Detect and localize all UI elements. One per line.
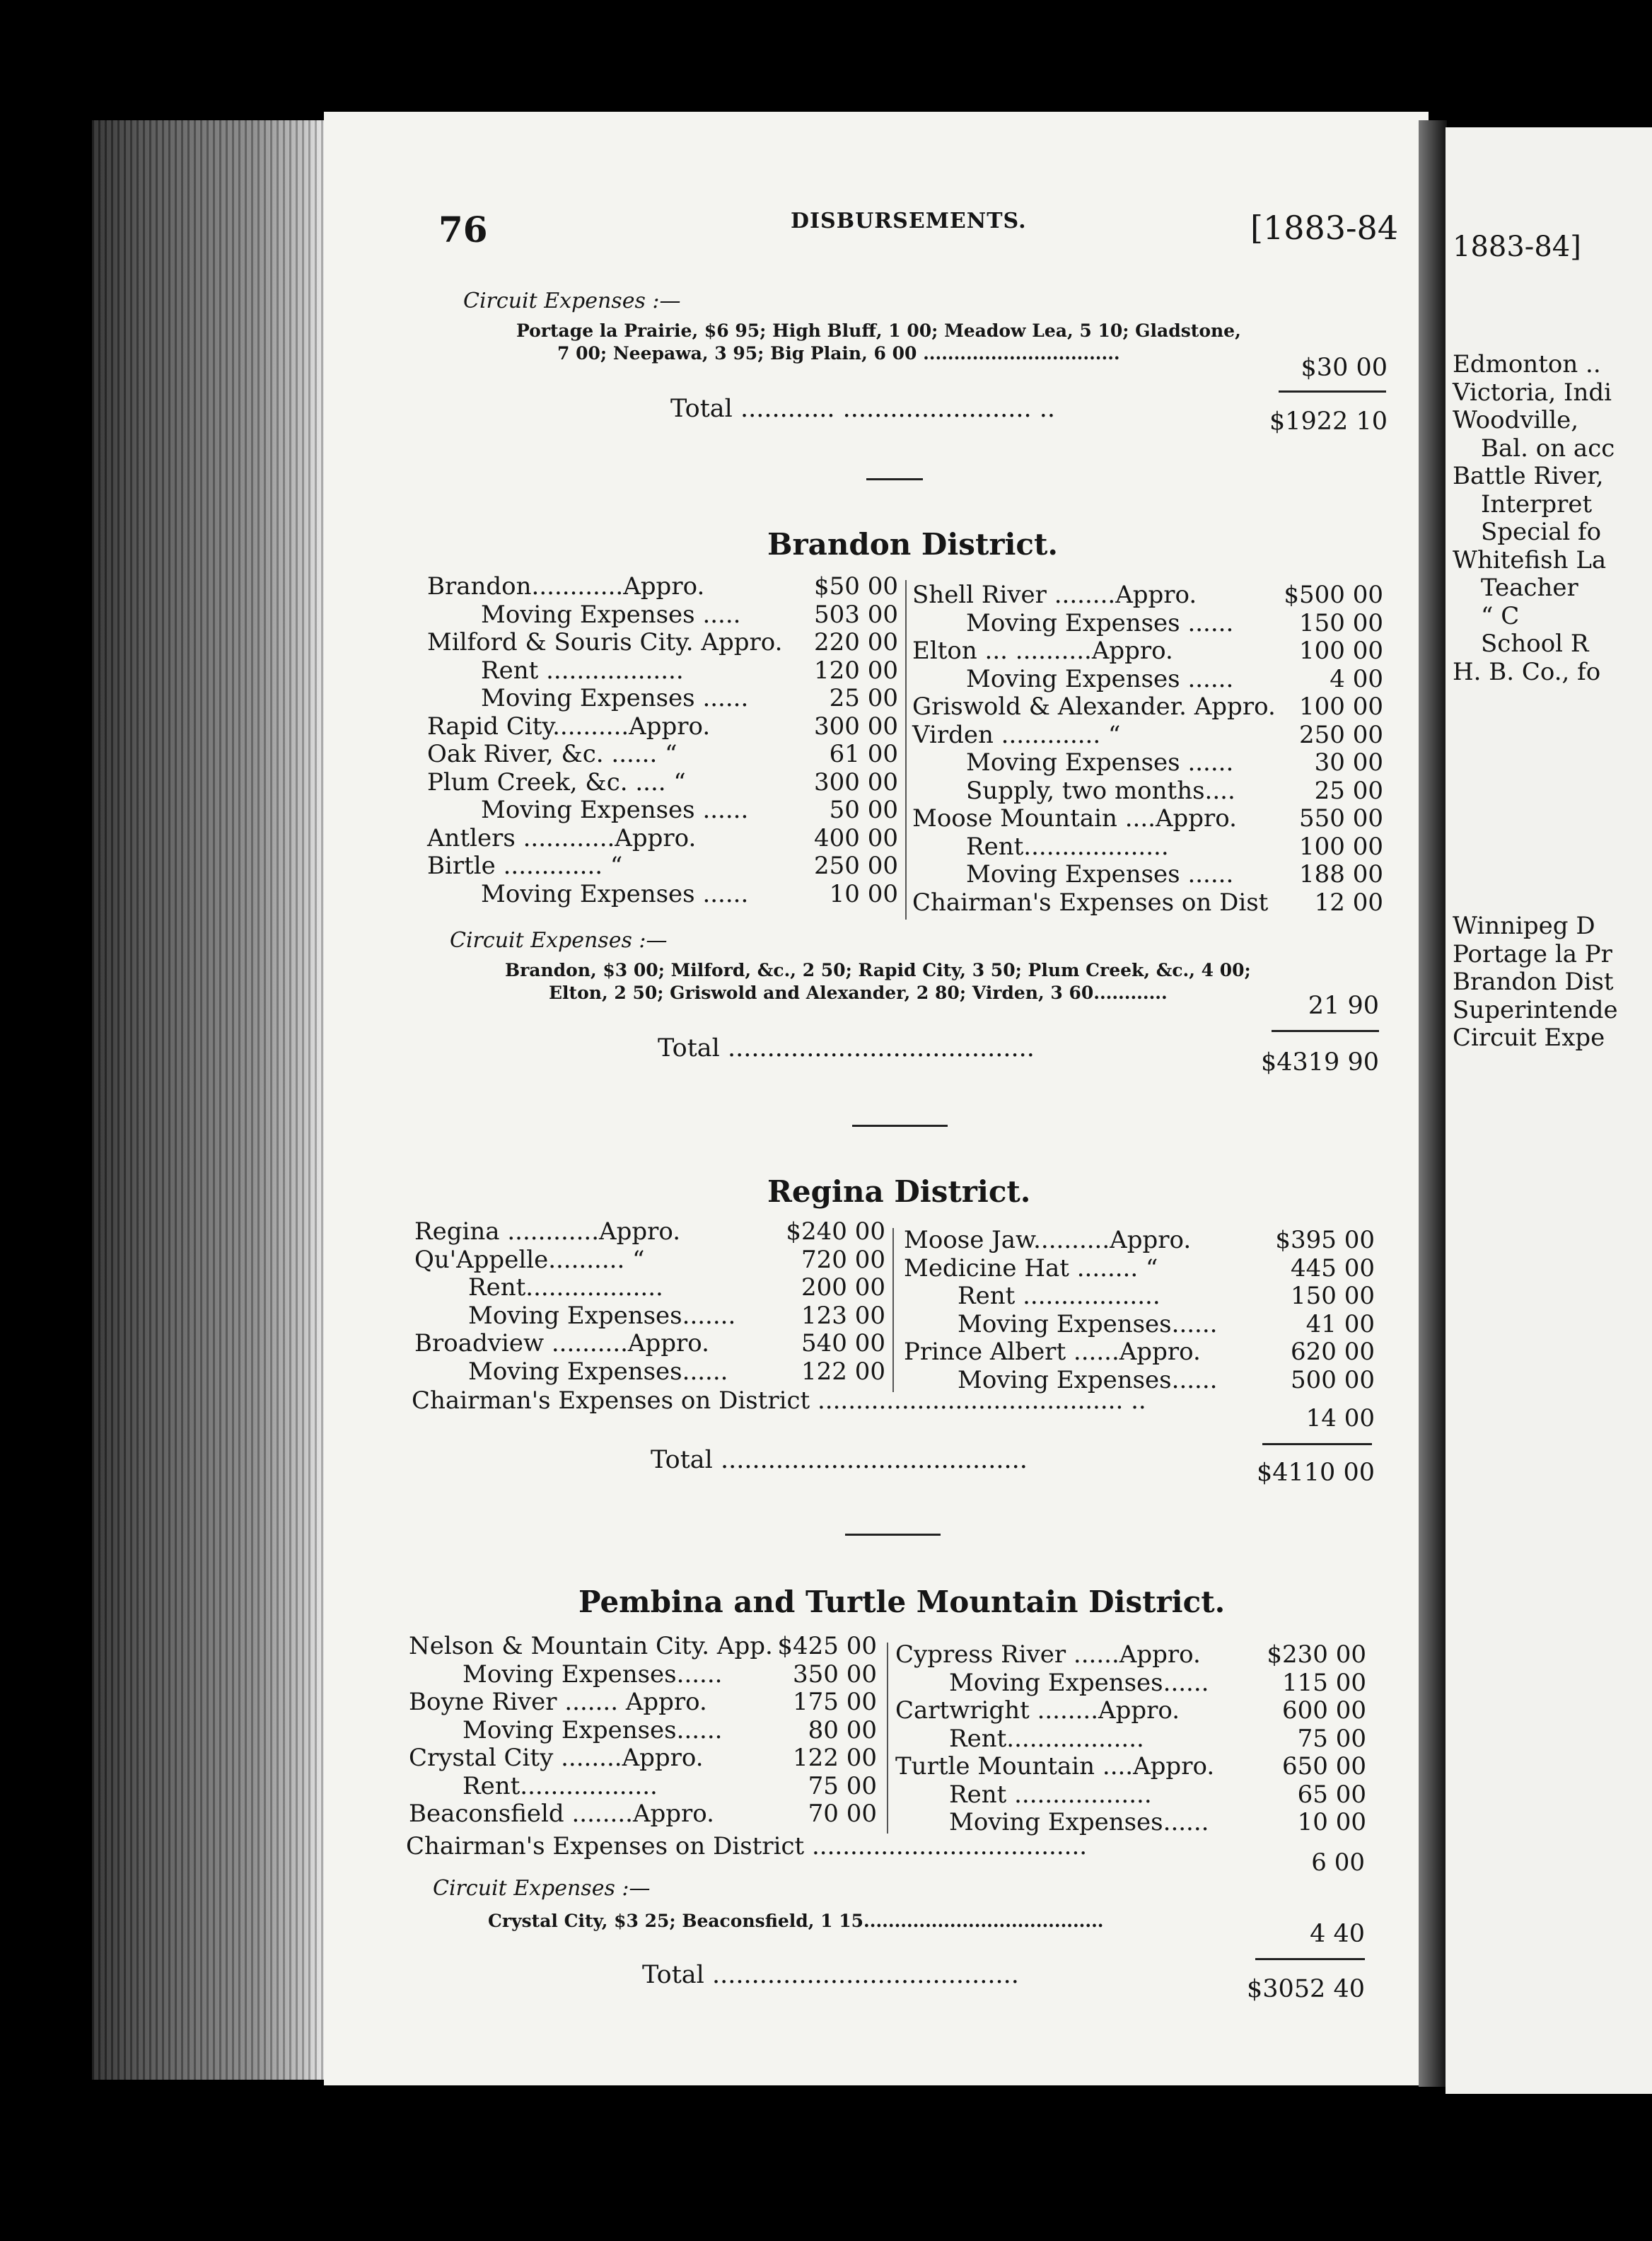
section-divider bbox=[866, 478, 923, 480]
circuit-expenses-amount: $30 00 bbox=[1301, 354, 1388, 382]
regina-left-entry-amount: $240 00 bbox=[786, 1217, 885, 1246]
section-divider bbox=[845, 1534, 941, 1536]
brandon-left-entry-label: Rapid City..........Appro. bbox=[427, 712, 711, 741]
brandon-circuit-label: Circuit Expenses :— bbox=[450, 928, 668, 953]
regina-left-entry-label: Rent.................. bbox=[468, 1273, 663, 1302]
brandon-right-entry-amount: 100 00 bbox=[1299, 637, 1383, 665]
brandon-right-entry-amount: 25 00 bbox=[1314, 776, 1383, 805]
regina-left-entry-amount: 122 00 bbox=[801, 1357, 885, 1386]
regina-right-entry-amount: $395 00 bbox=[1275, 1226, 1375, 1254]
brandon-right-entry-label: Shell River ........Appro. bbox=[912, 581, 1197, 609]
facing-page-year: 1883-84] bbox=[1453, 231, 1581, 263]
pembina-right-entry-amount: 115 00 bbox=[1282, 1668, 1366, 1697]
facing-page-line: Interpret bbox=[1481, 490, 1593, 519]
brandon-right-entry-label: Moving Expenses ...... bbox=[966, 748, 1234, 777]
brandon-right-entry-amount: 4 00 bbox=[1330, 664, 1383, 693]
brandon-left-entry-amount: $50 00 bbox=[814, 572, 898, 601]
brandon-left-entry-label: Brandon............Appro. bbox=[427, 572, 705, 601]
regina-total-label: Total ....................................... bbox=[651, 1446, 1028, 1474]
brandon-total-label: Total ....................................... bbox=[658, 1034, 1035, 1062]
brandon-right-entry-amount: 12 00 bbox=[1314, 888, 1383, 917]
brandon-left-entry-label: Oak River, &c. ...... “ bbox=[427, 740, 677, 768]
regina-left-entry-amount: 540 00 bbox=[801, 1329, 885, 1357]
regina-right-entry-label: Moving Expenses...... bbox=[958, 1365, 1218, 1394]
brandon-right-entry-amount: $500 00 bbox=[1284, 581, 1383, 609]
facing-page-line: School R bbox=[1481, 630, 1589, 658]
circuit-expenses-line-1: Portage la Prairie, $6 95; High Bluff, 1 00; Meadow Lea, 5 10; Gladstone, bbox=[516, 320, 1241, 341]
pembina-left-entry-label: Moving Expenses...... bbox=[463, 1660, 723, 1689]
brandon-left-entry-amount: 250 00 bbox=[814, 852, 898, 880]
facing-page-line: Circuit Expe bbox=[1453, 1024, 1605, 1052]
brandon-left-entry-amount: 400 00 bbox=[814, 823, 898, 852]
page-year: [1883-84 bbox=[1250, 209, 1399, 247]
top-total-amount: $1922 10 bbox=[1269, 407, 1388, 436]
brandon-right-entry-label: Moving Expenses ...... bbox=[966, 608, 1234, 637]
brandon-right-entry-label: Moving Expenses ...... bbox=[966, 860, 1234, 888]
brandon-left-entry-amount: 50 00 bbox=[829, 796, 898, 824]
brandon-left-entry-amount: 120 00 bbox=[814, 656, 898, 685]
pembina-right-entry-label: Moving Expenses...... bbox=[949, 1808, 1209, 1836]
page-number: 76 bbox=[438, 209, 488, 250]
regina-right-entry-label: Rent .................. bbox=[958, 1282, 1161, 1310]
pembina-right-labels bbox=[895, 1641, 1249, 1837]
brandon-left-entry-amount: 61 00 bbox=[829, 740, 898, 768]
brandon-right-amounts bbox=[1266, 581, 1383, 917]
pembina-left-entry-label: Crystal City ........Appro. bbox=[409, 1744, 704, 1772]
page-title: DISBURSEMENTS. bbox=[791, 209, 1027, 233]
circuit-expenses-line-2: 7 00; Neepawa, 3 95; Big Plain, 6 00 ................................ bbox=[557, 343, 1120, 364]
brandon-right-entry-amount: 250 00 bbox=[1299, 720, 1383, 749]
brandon-circuit-line-1: Brandon, $3 00; Milford, &c., 2 50; Rapid City, 3 50; Plum Creek, &c., 4 00; bbox=[505, 960, 1251, 980]
pembina-total-label: Total ....................................... bbox=[642, 1961, 1019, 1989]
facing-page-line: “ C bbox=[1481, 601, 1520, 630]
brandon-right-entry-label: Chairman's Expenses on Dist bbox=[912, 888, 1269, 917]
regina-left-entry-label: Qu'Appelle.......... “ bbox=[414, 1245, 645, 1274]
pembina-right-entry-amount: 650 00 bbox=[1282, 1752, 1366, 1780]
facing-page-line: Superintende bbox=[1453, 995, 1618, 1024]
sum-rule bbox=[1255, 1958, 1365, 1960]
brandon-left-amounts bbox=[778, 573, 898, 908]
facing-page-line: Teacher bbox=[1481, 574, 1578, 602]
pembina-district-heading: Pembina and Turtle Mountain District. bbox=[578, 1585, 1226, 1619]
pembina-right-entry-amount: 10 00 bbox=[1297, 1808, 1366, 1836]
pembina-left-labels bbox=[409, 1633, 784, 1829]
pembina-right-entry-label: Cartwright ........Appro. bbox=[895, 1696, 1180, 1725]
pembina-left-amounts bbox=[764, 1633, 877, 1829]
regina-right-entry-amount: 41 00 bbox=[1305, 1309, 1375, 1338]
column-divider bbox=[905, 580, 907, 920]
pembina-chairman-label: Chairman's Expenses on District .................................... bbox=[406, 1832, 1088, 1860]
brandon-left-entry-amount: 300 00 bbox=[814, 768, 898, 797]
regina-right-entry-amount: 500 00 bbox=[1291, 1365, 1375, 1394]
brandon-circuit-line-2: Elton, 2 50; Griswold and Alexander, 2 80; Virden, 3 60............ bbox=[549, 983, 1168, 1003]
brandon-left-entry-label: Moving Expenses ...... bbox=[481, 684, 749, 712]
brandon-left-entry-amount: 300 00 bbox=[814, 712, 898, 741]
column-divider bbox=[892, 1228, 894, 1392]
regina-chairman-label: Chairman's Expenses on District ........................................ .. bbox=[412, 1386, 1146, 1415]
pembina-chairman-amount: 6 00 bbox=[1311, 1848, 1365, 1877]
facing-page-line: Edmonton .. bbox=[1453, 350, 1601, 378]
regina-right-entry-amount: 150 00 bbox=[1291, 1282, 1375, 1310]
regina-right-labels bbox=[904, 1227, 1257, 1394]
pembina-left-entry-amount: $425 00 bbox=[777, 1632, 877, 1660]
brandon-right-labels bbox=[912, 581, 1276, 917]
brandon-left-entry-label: Moving Expenses ...... bbox=[481, 879, 749, 908]
brandon-left-entry-label: Rent .................. bbox=[481, 656, 684, 685]
regina-right-entry-label: Prince Albert ......Appro. bbox=[904, 1338, 1201, 1366]
regina-chairman-amount: 14 00 bbox=[1305, 1404, 1375, 1432]
regina-right-entry-amount: 445 00 bbox=[1291, 1253, 1375, 1282]
pembina-left-entry-amount: 122 00 bbox=[793, 1744, 877, 1772]
brandon-right-entry-label: Moose Mountain ....Appro. bbox=[912, 804, 1237, 833]
brandon-circuit-amount: 21 90 bbox=[1308, 992, 1379, 1020]
pembina-right-entry-label: Turtle Mountain ....Appro. bbox=[895, 1752, 1215, 1780]
pembina-circuit-label: Circuit Expenses :— bbox=[433, 1876, 651, 1901]
facing-page-list-b bbox=[1453, 913, 1618, 1053]
pembina-left-entry-amount: 350 00 bbox=[793, 1660, 877, 1689]
brandon-left-entry-label: Milford & Souris City. Appro. bbox=[427, 628, 783, 656]
pembina-left-entry-label: Moving Expenses...... bbox=[463, 1715, 723, 1744]
facing-page-line: Victoria, Indi bbox=[1453, 378, 1612, 407]
regina-left-entry-label: Broadview ..........Appro. bbox=[414, 1329, 709, 1357]
facing-page-line: Winnipeg D bbox=[1453, 912, 1595, 940]
regina-left-entry-amount: 123 00 bbox=[801, 1301, 885, 1330]
section-divider bbox=[852, 1125, 948, 1127]
pembina-right-amounts bbox=[1242, 1641, 1366, 1837]
brandon-right-entry-label: Virden ............. “ bbox=[912, 720, 1121, 749]
pembina-right-entry-label: Cypress River ......Appro. bbox=[895, 1640, 1201, 1669]
book-gutter bbox=[1419, 120, 1447, 2087]
pembina-left-entry-amount: 80 00 bbox=[808, 1715, 877, 1744]
right-page bbox=[1446, 127, 1652, 2094]
brandon-right-entry-amount: 150 00 bbox=[1299, 608, 1383, 637]
facing-page-line: Portage la Pr bbox=[1453, 939, 1612, 968]
brandon-left-entry-label: Antlers ............Appro. bbox=[427, 823, 697, 852]
regina-right-entry-label: Moose Jaw..........Appro. bbox=[904, 1226, 1192, 1254]
facing-page-list-a bbox=[1453, 351, 1615, 686]
pembina-right-entry-label: Rent .................. bbox=[949, 1780, 1152, 1809]
sum-rule bbox=[1272, 1030, 1379, 1032]
regina-district-heading: Regina District. bbox=[767, 1174, 1031, 1209]
brandon-right-entry-label: Rent................... bbox=[966, 832, 1169, 861]
brandon-right-entry-label: Griswold & Alexander. Appro. bbox=[912, 693, 1276, 721]
brandon-right-entry-amount: 188 00 bbox=[1299, 860, 1383, 888]
pembina-right-entry-amount: 600 00 bbox=[1282, 1696, 1366, 1725]
brandon-left-entry-label: Birtle ............. “ bbox=[427, 852, 623, 880]
circuit-expenses-label: Circuit Expenses :— bbox=[463, 289, 681, 313]
top-total-label: Total ............ ........................ .. bbox=[670, 395, 1055, 423]
book-page-edges bbox=[92, 120, 325, 2080]
sum-rule bbox=[1279, 390, 1386, 393]
regina-right-entry-label: Moving Expenses...... bbox=[958, 1309, 1218, 1338]
facing-page-line: Bal. on acc bbox=[1481, 434, 1615, 463]
regina-right-entry-label: Medicine Hat ........ “ bbox=[904, 1253, 1158, 1282]
brandon-left-entry-amount: 220 00 bbox=[814, 628, 898, 656]
brandon-right-entry-amount: 100 00 bbox=[1299, 693, 1383, 721]
facing-page-line: Whitefish La bbox=[1453, 545, 1607, 574]
pembina-right-entry-label: Rent.................. bbox=[949, 1724, 1144, 1753]
brandon-right-entry-amount: 100 00 bbox=[1299, 832, 1383, 861]
pembina-left-entry-label: Rent.................. bbox=[463, 1771, 658, 1800]
brandon-right-entry-amount: 30 00 bbox=[1314, 748, 1383, 777]
brandon-left-entry-label: Moving Expenses ..... bbox=[481, 600, 741, 629]
brandon-right-entry-label: Elton ... ..........Appro. bbox=[912, 637, 1173, 665]
pembina-left-entry-label: Beaconsfield ........Appro. bbox=[409, 1800, 714, 1828]
brandon-total-amount: $4319 90 bbox=[1260, 1048, 1379, 1077]
brandon-district-heading: Brandon District. bbox=[767, 527, 1059, 562]
facing-page-line: Woodville, bbox=[1453, 406, 1579, 434]
pembina-left-entry-amount: 70 00 bbox=[808, 1800, 877, 1828]
regina-left-entry-amount: 720 00 bbox=[801, 1245, 885, 1274]
brandon-left-entry-label: Plum Creek, &c. .... “ bbox=[427, 768, 686, 797]
regina-right-amounts bbox=[1252, 1227, 1375, 1394]
regina-left-amounts bbox=[764, 1218, 885, 1386]
facing-page-line: Battle River, bbox=[1453, 462, 1604, 490]
pembina-right-entry-amount: 65 00 bbox=[1297, 1780, 1366, 1809]
regina-left-entry-amount: 200 00 bbox=[801, 1273, 885, 1302]
regina-right-entry-amount: 620 00 bbox=[1291, 1338, 1375, 1366]
brandon-left-entry-amount: 10 00 bbox=[829, 879, 898, 908]
brandon-left-entry-label: Moving Expenses ...... bbox=[481, 796, 749, 824]
column-divider bbox=[887, 1643, 888, 1834]
regina-left-entry-label: Regina ............Appro. bbox=[414, 1217, 681, 1246]
pembina-right-entry-amount: $230 00 bbox=[1267, 1640, 1366, 1669]
pembina-circuit-line-1: Crystal City, $3 25; Beaconsfield, 1 15....................................... bbox=[488, 1911, 1104, 1931]
brandon-left-labels bbox=[427, 573, 781, 908]
regina-left-entry-label: Moving Expenses...... bbox=[468, 1357, 728, 1386]
facing-page-line: Brandon Dist bbox=[1453, 968, 1614, 996]
sum-rule bbox=[1262, 1443, 1372, 1445]
brandon-left-entry-amount: 25 00 bbox=[829, 684, 898, 712]
pembina-left-entry-label: Boyne River ....... Appro. bbox=[409, 1688, 707, 1716]
brandon-left-entry-amount: 503 00 bbox=[814, 600, 898, 629]
brandon-right-entry-amount: 550 00 bbox=[1299, 804, 1383, 833]
pembina-right-entry-label: Moving Expenses...... bbox=[949, 1668, 1209, 1697]
brandon-right-entry-label: Moving Expenses ...... bbox=[966, 664, 1234, 693]
regina-total-amount: $4110 00 bbox=[1256, 1459, 1375, 1487]
pembina-circuit-amount: 4 40 bbox=[1310, 1920, 1365, 1948]
regina-left-labels bbox=[414, 1218, 768, 1386]
pembina-left-entry-label: Nelson & Mountain City. App. bbox=[409, 1632, 773, 1660]
pembina-right-entry-amount: 75 00 bbox=[1297, 1724, 1366, 1753]
pembina-left-entry-amount: 75 00 bbox=[808, 1771, 877, 1800]
facing-page-line: Special fo bbox=[1481, 518, 1602, 546]
regina-left-entry-label: Moving Expenses....... bbox=[468, 1301, 736, 1330]
pembina-left-entry-amount: 175 00 bbox=[793, 1688, 877, 1716]
brandon-right-entry-label: Supply, two months.... bbox=[966, 776, 1235, 805]
facing-page-line: H. B. Co., fo bbox=[1453, 657, 1601, 686]
pembina-total-amount: $3052 40 bbox=[1246, 1975, 1365, 2003]
